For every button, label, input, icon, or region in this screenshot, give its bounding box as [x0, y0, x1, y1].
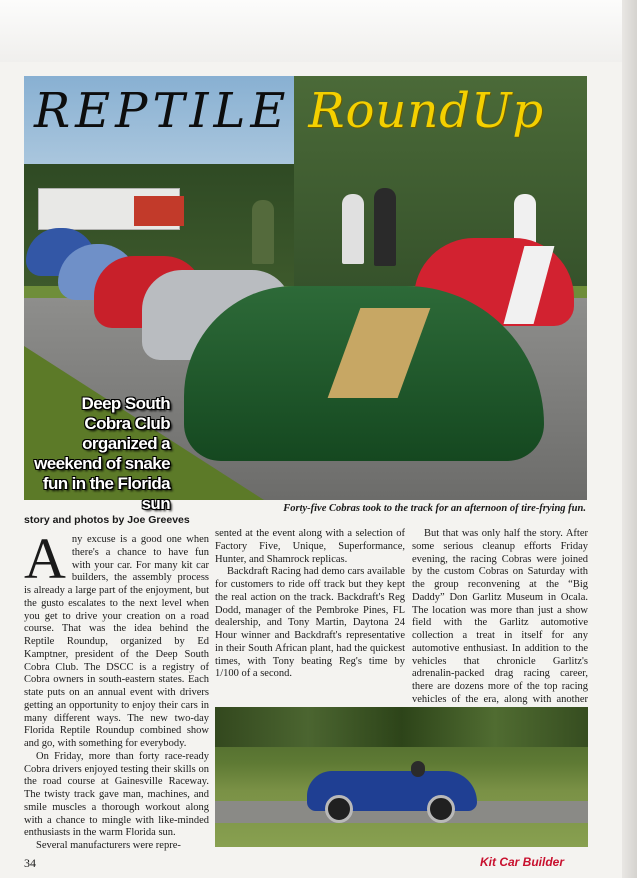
photo-person	[252, 200, 274, 264]
article-paragraph: Several manufacturers were repre-	[36, 840, 181, 851]
photo-person	[342, 194, 364, 264]
photo-person	[374, 188, 396, 266]
page-top-margin	[0, 0, 637, 62]
article-paragraph: sented at the event along with a selection of Factory Five, Unique, Superformance, Hunter, and Shamrock replicas.	[215, 528, 405, 565]
article-column-1	[24, 526, 209, 853]
drop-cap: A	[24, 526, 66, 591]
headline-part-1: REPTILE	[34, 83, 291, 139]
article-paragraph: Backdraft Racing had demo cars available for customers to ride off track but they kept the real action on the track. Backdraft's Reg Dodd, manager of the Pembroke Pines, FL dealership, and Tony Martin, Daytona 24 Hour winner and Backdraft's representative in their South African plant, had the quickest times, with Tony beating Reg's time by 1/100 of a second.	[215, 566, 405, 680]
headline	[34, 82, 544, 141]
page-number: 34	[24, 856, 36, 870]
magazine-name: Kit Car Builder	[480, 855, 565, 869]
photo-trailer-red	[134, 196, 184, 226]
deck-text: Deep South Cobra Club organized a weekend of snake fun in the Florida sun	[34, 394, 170, 513]
byline: story and photos by Joe Greeves	[24, 514, 190, 526]
page-edge-shadow	[622, 0, 637, 878]
article-paragraph: On Friday, more than forty race-ready Cobra drivers enjoyed testing their skills on the road course at Gainesville Raceway. The twisty track gave man, machines, and smile muscles a thorough workout along with a chance to mingle with like-minded enthusiasts in the warm Florida sun.	[24, 750, 209, 839]
article-column-2	[215, 528, 405, 681]
photo-driver-helmet	[411, 761, 425, 777]
article-paragraph: Any excuse is a good one when there's a chance to have fun with your car. For many kit car builders, the assembly process is already a large part of the enjoyment, but the gusto escalates to the next level when you get to drive your creation on a road course. That was the idea behind the Reptile Roundup, organized by Ed Kamptner, president of the Deep South Cobra Club. The DSCC is a registry of Cobra owners in south-eastern states. Each state puts on an annual event with drivers getting an opportunity to enjoy their cars in many different ways. The new two-day Florida Reptile Roundup combined show and go, with something for everybody.	[24, 526, 209, 749]
photo-car-wheel	[427, 795, 455, 823]
photo-caption: Forty-five Cobras took to the track for an afternoon of tire-frying fun.	[283, 503, 586, 514]
article-column-3	[412, 528, 588, 719]
photo-car-wheel	[325, 795, 353, 823]
article-paragraph: But that was only half the story. After some serious cleanup efforts Friday evening, the racing Cobras were joined by the custom Cobras on Saturday with the group reconvening at the “Big Daddy” Don Garlitz Museum in Ocala. The location was more than just a show field with the Garlitz automotive collection a treat in itself for any automotive enthusiast. In addition to the vehicles that chronicle Garlitz's adrenalin-packed drag racing career, there are dozens more of the top racing vehicles of the era, along with another	[412, 528, 588, 705]
headline-part-2: RoundUp	[308, 83, 545, 139]
track-action-photo	[215, 707, 588, 847]
photo-trees-blurred	[215, 707, 588, 747]
